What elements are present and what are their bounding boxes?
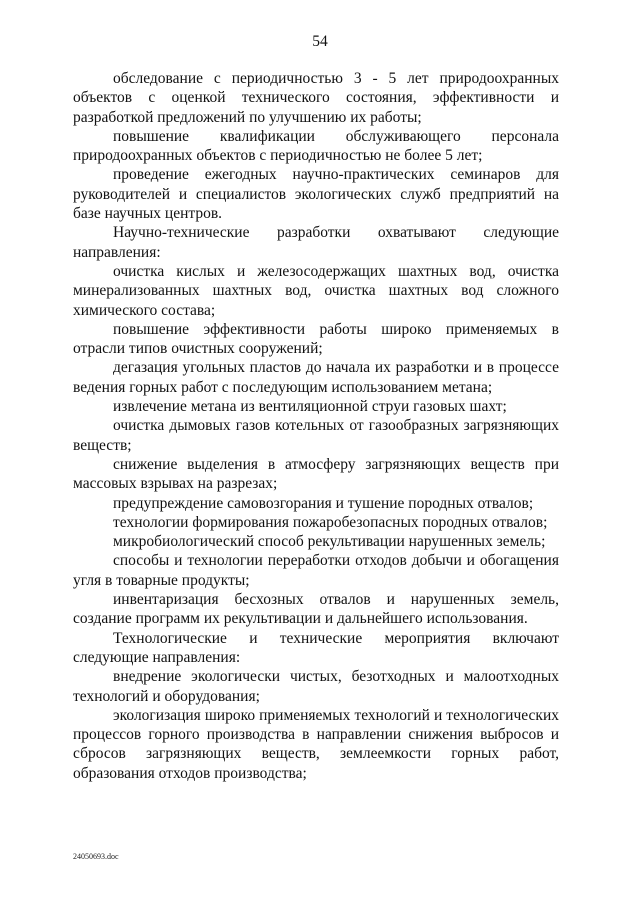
- paragraph: технологии формирования пожаробезопасных породных отвалов;: [113, 513, 548, 531]
- paragraph: дегазация угольных пластов до начала их разработки и в процессе ведения горных работ с последующим использованием метана;: [73, 359, 559, 396]
- paragraph: очистка дымовых газов котельных от газообразных загрязняющих веществ;: [73, 417, 559, 454]
- paragraph: очистка кислых и железосодержащих шахтных вод, очистка минерализованных шахтных вод, очистка шахтных вод сложного химического состава;: [73, 262, 559, 319]
- document-body: [73, 69, 559, 783]
- paragraph: повышение эффективности работы широко применяемых в отрасли типов очистных сооружений;: [73, 320, 559, 358]
- paragraph: повышение квалификации обслуживающего персонала природоохранных объектов с периодичностью не более 5 лет;: [73, 127, 559, 165]
- paragraph: способы и технологии переработки отходов добычи и обогащения угля в товарные продукты;: [73, 552, 559, 589]
- paragraph: предупреждение самовозгорания и тушение породных отвалов;: [113, 494, 534, 512]
- paragraph: извлечение метана из вентиляционной струи газовых шахт;: [113, 398, 507, 416]
- paragraph: микробиологический способ рекультивации нарушенных земель;: [113, 533, 546, 551]
- document-file-code: 24050693.doc: [73, 852, 119, 861]
- paragraph: внедрение экологически чистых, безотходных и малоотходных технологий и оборудования;: [73, 668, 559, 705]
- paragraph: снижение выделения в атмосферу загрязняющих веществ при массовых взрывах на разрезах;: [73, 455, 559, 493]
- paragraph: Технологические и технические мероприятия включают следующие направления:: [73, 629, 559, 666]
- paragraph: экологизация широко применяемых технологий и технологических процессов горного производства в направлении снижения выбросов и сбросов загрязняющих веществ, землеемкости горных работ, образования отходов производства;: [73, 706, 559, 782]
- paragraph: инвентаризация бесхозных отвалов и нарушенных земель, создание программ их рекультивации и дальнейшего использования.: [73, 591, 559, 628]
- paragraph: Научно-технические разработки охватывают следующие направления:: [73, 224, 559, 261]
- page-number: 54: [312, 33, 328, 50]
- paragraph: обследование с периодичностью 3 - 5 лет природоохранных объектов с оценкой технического состояния, эффективности и разработкой предложений по улучшению их работы;: [73, 70, 559, 126]
- paragraph: проведение ежегодных научно-практических семинаров для руководителей и специалистов экологических служб предприятий на базе научных центров.: [73, 166, 559, 223]
